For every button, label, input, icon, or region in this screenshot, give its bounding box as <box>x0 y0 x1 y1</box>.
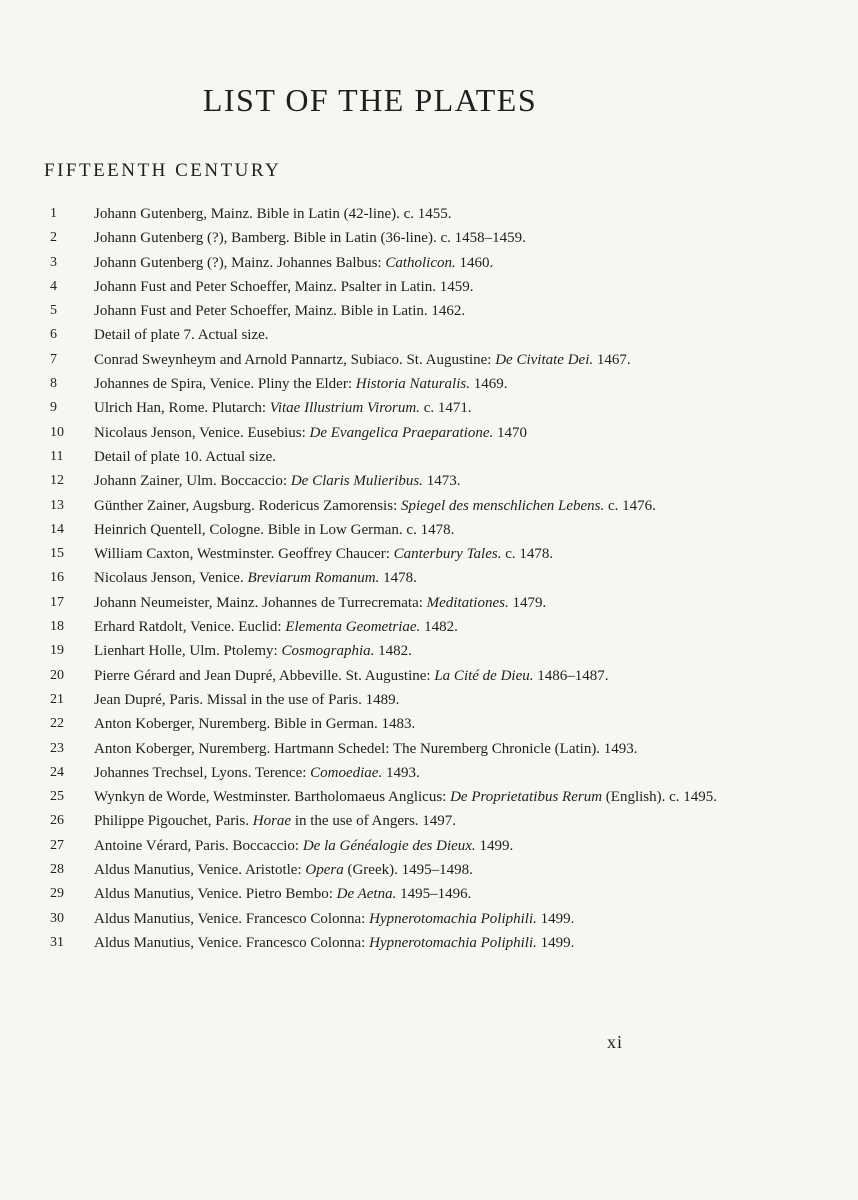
plate-description-text: Johann Gutenberg, Mainz. Bible in Latin (42-line). c. 1455. <box>94 206 452 222</box>
plate-entry <box>50 664 810 688</box>
plate-description <box>94 251 810 275</box>
plate-entry <box>50 712 810 736</box>
plate-work-title: Hypnerotomachia Poliphili. <box>369 910 537 927</box>
plate-entry <box>50 809 810 833</box>
plate-description-text: Nicolaus Jenson, Venice. <box>94 570 248 587</box>
plate-description <box>94 712 810 736</box>
plate-description <box>94 372 810 396</box>
plate-description-text: Johann Neumeister, Mainz. Johannes de Turrecremata: <box>94 594 427 611</box>
plate-description <box>94 785 810 809</box>
plate-description <box>94 566 810 590</box>
page-number: xi <box>607 1032 624 1052</box>
plate-description-suffix: in the use of Angers. 1497. <box>291 813 457 830</box>
plate-entry <box>50 688 810 712</box>
plate-number: 13 <box>50 497 64 513</box>
plate-description <box>94 834 810 858</box>
plate-description <box>94 809 810 833</box>
plate-number: 8 <box>50 376 57 392</box>
plate-description-text: Heinrich Quentell, Cologne. Bible in Low German. c. 1478. <box>94 521 455 538</box>
plate-work-title: Catholicon. <box>385 254 456 271</box>
plate-description-text: Antoine Vérard, Paris. Boccaccio: <box>94 837 303 854</box>
plate-number: 7 <box>50 351 57 367</box>
plate-number: 16 <box>50 570 64 586</box>
plate-description-text: Günther Zainer, Augsburg. Rodericus Zamorensis: <box>94 497 401 514</box>
plate-entry <box>50 566 810 590</box>
plate-description <box>94 737 810 761</box>
plate-description <box>94 494 810 518</box>
plate-description-suffix: 1499. <box>536 910 575 927</box>
plate-description-suffix: 1473. <box>422 473 461 490</box>
plate-description-text: Nicolaus Jenson, Venice. Eusebius: <box>94 424 310 441</box>
page-title: LIST OF THE PLATES <box>202 82 538 118</box>
plate-description <box>94 445 810 469</box>
plate-number: 23 <box>50 740 64 756</box>
plate-description <box>94 323 810 347</box>
plate-description-text: Johann Fust and Peter Schoeffer, Mainz. Psalter in Latin. 1459. <box>94 278 474 295</box>
plate-work-title: De Civitate Dei. <box>495 351 594 368</box>
plate-description-text: Ulrich Han, Rome. Plutarch: <box>94 400 270 417</box>
plate-work-title: Comoediae. <box>310 764 383 781</box>
plate-number: 11 <box>50 448 64 464</box>
plate-description-suffix: c. 1471. <box>419 400 472 417</box>
plate-number: 22 <box>50 716 64 732</box>
plate-description-text: Anton Koberger, Nuremberg. Bible in German. 1483. <box>94 716 416 733</box>
plate-description-suffix: c. 1476. <box>604 497 656 514</box>
plate-description-suffix: 1460. <box>455 254 494 271</box>
plate-description <box>94 421 810 445</box>
plate-number: 12 <box>50 473 64 489</box>
plate-description-text: Aldus Manutius, Venice. Francesco Colonna: <box>94 934 370 951</box>
plate-work-title: Horae <box>252 813 292 830</box>
plate-number: 24 <box>50 764 64 780</box>
plate-description-text: Conrad Sweynheym and Arnold Pannartz, Subiaco. St. Augustine: <box>94 351 496 368</box>
plate-description-text: Jean Dupré, Paris. Missal in the use of Paris. 1489. <box>94 691 400 708</box>
plate-description-text: Wynkyn de Worde, Westminster. Bartholomaeus Anglicus: <box>94 789 451 806</box>
plate-entry <box>50 275 810 299</box>
plate-description <box>94 761 810 785</box>
plate-description-text: Pierre Gérard and Jean Dupré, Abbeville. St. Augustine: <box>94 667 435 684</box>
plate-description-text: Johann Gutenberg (?), Bamberg. Bible in Latin (36-line). c. 1458–1459. <box>94 230 526 247</box>
plate-description-suffix: 1479. <box>508 594 547 611</box>
plate-description-text: Johannes de Spira, Venice. Pliny the Elder: <box>94 376 356 393</box>
plate-entry <box>50 202 810 226</box>
plate-entry <box>50 639 810 663</box>
plate-description-text: Aldus Manutius, Venice. Pietro Bembo: <box>94 886 337 903</box>
plate-number: 14 <box>50 521 64 537</box>
plate-description <box>94 396 810 420</box>
plate-description <box>94 639 810 663</box>
plate-entry <box>50 882 810 906</box>
plate-entry <box>50 299 810 323</box>
plate-work-title: De Aetna. <box>336 886 397 903</box>
plate-entry <box>50 907 810 931</box>
plate-number: 15 <box>50 546 64 562</box>
plate-description-text: Anton Koberger, Nuremberg. Hartmann Schedel: The Nuremberg Chronicle (Latin). 1493. <box>94 740 638 757</box>
plate-number: 1 <box>50 206 57 221</box>
plate-description <box>94 299 810 323</box>
plate-description-suffix: 1493. <box>382 764 420 781</box>
plate-description-text: Johann Gutenberg (?), Mainz. Johannes Balbus: <box>94 254 386 271</box>
plate-work-title: De la Généalogie des Dieux. <box>302 837 476 854</box>
plate-work-title: Canterbury Tales. <box>393 546 502 563</box>
plate-description-suffix: (English). c. 1495. <box>602 789 718 806</box>
plate-description <box>94 518 810 542</box>
plate-number: 27 <box>50 837 64 853</box>
plate-description-suffix: c. 1478. <box>501 546 554 563</box>
plate-entry <box>50 251 810 275</box>
plate-number: 10 <box>50 424 64 440</box>
plate-work-title: De Claris Mulieribus. <box>290 473 423 490</box>
plate-number: 17 <box>50 594 64 610</box>
plate-number: 9 <box>50 400 57 416</box>
plate-description-suffix: 1469. <box>469 376 508 393</box>
plate-entry <box>50 348 810 372</box>
plate-entry <box>50 931 810 955</box>
plate-number: 26 <box>50 813 64 829</box>
plate-work-title: Hypnerotomachia Poliphili. <box>369 934 537 951</box>
plate-number: 19 <box>50 643 64 659</box>
plate-description <box>94 931 810 955</box>
plate-entry <box>50 737 810 761</box>
plate-number: 4 <box>50 278 57 294</box>
plate-description-suffix: 1499. <box>536 934 575 951</box>
plate-description-text: Aldus Manutius, Venice. Francesco Colonna: <box>94 910 370 927</box>
plate-description-text: Philippe Pigouchet, Paris. <box>94 813 253 830</box>
plate-description <box>94 882 810 906</box>
plate-description-text: Johannes Trechsel, Lyons. Terence: <box>94 764 311 781</box>
plate-description <box>94 469 810 493</box>
plate-number: 25 <box>50 789 64 805</box>
plate-description-suffix: 1470 <box>493 424 527 441</box>
plate-number: 18 <box>50 619 64 635</box>
plate-description-text: William Caxton, Westminster. Geoffrey Chaucer: <box>94 546 394 563</box>
plate-entry <box>50 396 810 420</box>
plate-work-title: Historia Naturalis. <box>355 376 470 393</box>
plate-work-title: Vitae Illustrium Virorum. <box>269 400 420 417</box>
plate-description <box>94 226 810 250</box>
plate-number: 29 <box>50 886 64 902</box>
plate-entry <box>50 421 810 445</box>
plate-description-text: Detail of plate 7. Actual size. <box>94 327 269 344</box>
plate-entry <box>50 226 810 250</box>
plate-entry <box>50 834 810 858</box>
plate-description-suffix: 1478. <box>379 570 417 587</box>
plate-entry <box>50 469 810 493</box>
plate-work-title: Spiegel des menschlichen Lebens. <box>400 497 605 514</box>
plate-number: 2 <box>50 230 57 246</box>
plate-entry <box>50 542 810 566</box>
plate-description <box>94 542 810 566</box>
section-heading: FIFTEENTH CENTURY <box>44 160 282 181</box>
plate-work-title: De Evangelica Praeparatione. <box>309 424 494 441</box>
plate-work-title: La Cité de Dieu. <box>434 667 534 684</box>
plate-number: 28 <box>50 862 64 878</box>
plate-work-title: Cosmographia. <box>281 643 375 660</box>
plate-description <box>94 907 810 931</box>
plate-number: 21 <box>50 691 64 707</box>
plate-number: 31 <box>50 934 64 950</box>
plate-description-text: Lienhart Holle, Ulm. Ptolemy: <box>94 643 282 660</box>
plate-list <box>50 202 810 955</box>
plate-description-text: Aldus Manutius, Venice. Aristotle: <box>94 862 306 879</box>
plate-description <box>94 202 810 226</box>
plate-description-suffix: 1486–1487. <box>533 667 609 684</box>
plate-description-text: Johann Fust and Peter Schoeffer, Mainz. Bible in Latin. 1462. <box>94 303 466 320</box>
plate-work-title: Breviarum Romanum. <box>247 570 380 587</box>
plate-number: 3 <box>50 254 57 270</box>
plate-description-suffix: 1482. <box>420 619 458 636</box>
plate-work-title: Elementa Geometriae. <box>285 619 421 636</box>
plate-entry <box>50 785 810 809</box>
plate-description <box>94 858 810 882</box>
plate-entry <box>50 518 810 542</box>
plate-entry <box>50 372 810 396</box>
plate-work-title: De Proprietatibus Rerum <box>450 789 603 806</box>
plate-entry <box>50 591 810 615</box>
plate-entry <box>50 761 810 785</box>
plate-description-suffix: 1467. <box>593 351 631 368</box>
plate-description <box>94 664 810 688</box>
plate-entry <box>50 858 810 882</box>
plate-description <box>94 615 810 639</box>
plate-work-title: Meditationes. <box>426 594 509 611</box>
plate-description-text: Johann Zainer, Ulm. Boccaccio: <box>94 473 291 490</box>
plate-work-title: Opera <box>305 862 344 879</box>
plate-entry <box>50 445 810 469</box>
plate-entry <box>50 494 810 518</box>
plate-description <box>94 688 810 712</box>
plate-number: 30 <box>50 910 64 926</box>
plate-description-suffix: 1499. <box>475 837 514 854</box>
plate-number: 6 <box>50 327 57 343</box>
plate-description <box>94 348 810 372</box>
plate-description-suffix: (Greek). 1495–1498. <box>343 862 473 879</box>
plate-entry <box>50 323 810 347</box>
plate-number: 20 <box>50 667 64 683</box>
plate-description-suffix: 1482. <box>374 643 412 660</box>
plate-description <box>94 591 810 615</box>
plate-description-text: Erhard Ratdolt, Venice. Euclid: <box>94 619 286 636</box>
plate-number: 5 <box>50 303 57 319</box>
plate-entry <box>50 615 810 639</box>
plate-description-text: Detail of plate 10. Actual size. <box>94 448 277 465</box>
plate-description <box>94 275 810 299</box>
plate-description-suffix: 1495–1496. <box>396 886 472 903</box>
